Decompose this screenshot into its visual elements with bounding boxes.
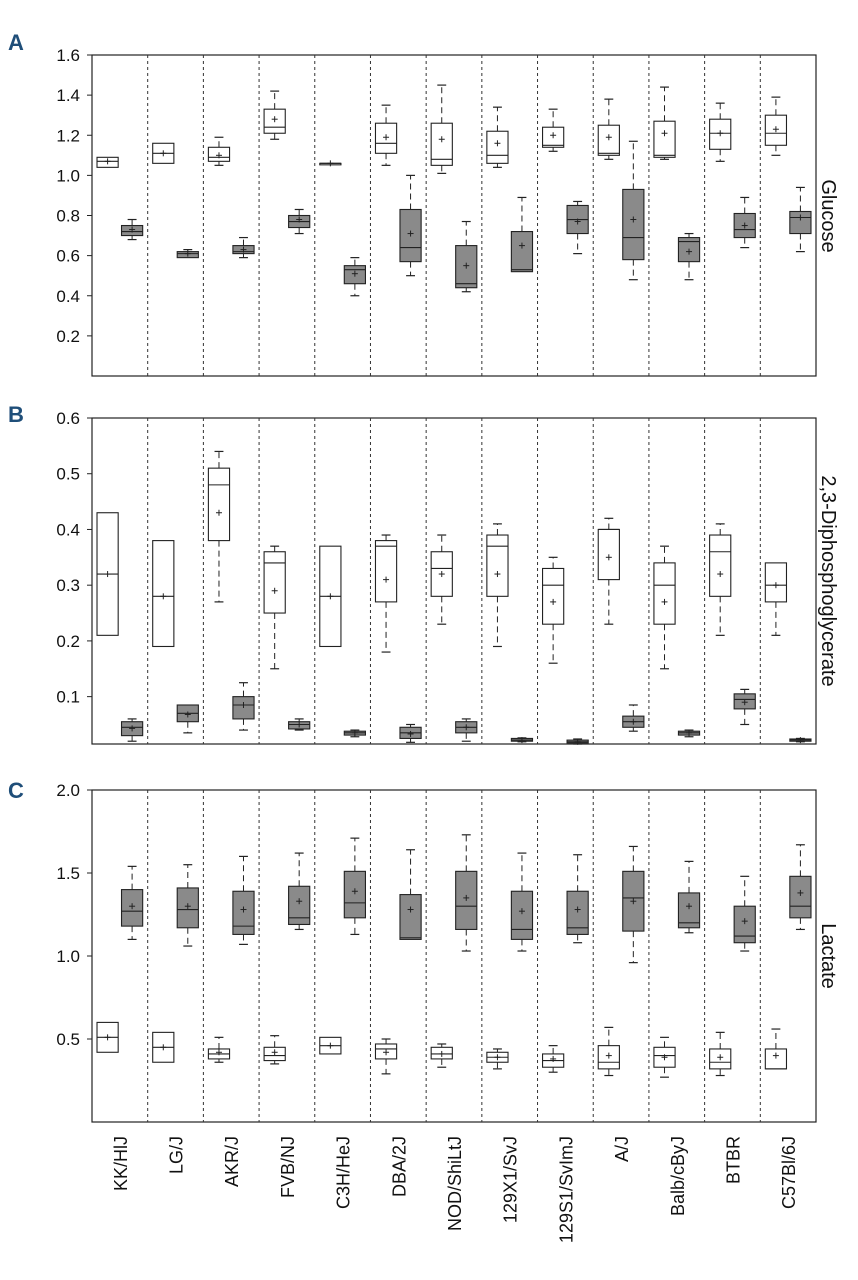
boxplot <box>320 546 341 646</box>
x-category-label: FVB/NJ <box>277 1136 298 1199</box>
x-category-label: 129X1/SvJ <box>500 1136 521 1224</box>
boxplot <box>790 187 811 251</box>
box-iqr <box>734 906 755 943</box>
y-tick-label: 0.3 <box>56 576 80 596</box>
box-iqr <box>710 535 731 596</box>
box-iqr <box>654 563 675 624</box>
y-tick-label: 0.2 <box>56 631 80 651</box>
boxplot <box>487 1049 508 1069</box>
boxplot <box>153 541 174 647</box>
box-iqr <box>208 468 229 540</box>
boxplot <box>623 705 644 731</box>
boxplots-dpg <box>97 451 811 744</box>
boxplot <box>208 137 229 165</box>
y-tick-label: 1.6 <box>56 46 80 65</box>
box-iqr <box>344 871 365 917</box>
boxplot <box>765 1029 786 1069</box>
boxplot <box>400 175 421 275</box>
y-tick-label: 0.2 <box>56 326 80 346</box>
boxplot <box>431 85 452 173</box>
y-tick-label: 0.4 <box>56 286 80 306</box>
boxplot <box>233 856 254 944</box>
boxplot <box>734 197 755 247</box>
box-iqr <box>487 131 508 163</box>
boxplot <box>375 535 396 652</box>
box-iqr <box>511 891 532 939</box>
y-tick-label: 0.4 <box>56 520 80 540</box>
y-tick-label: 1.5 <box>56 864 80 883</box>
boxplot <box>598 1027 619 1075</box>
boxplot <box>97 513 118 636</box>
boxplot <box>320 160 341 166</box>
boxplot <box>431 535 452 624</box>
boxplot <box>710 524 731 635</box>
boxplot <box>765 563 786 635</box>
boxplot <box>97 1022 118 1052</box>
y-tick-label: 2.0 <box>56 781 80 800</box>
boxplot <box>511 737 532 743</box>
y-tick-label: 1.0 <box>56 947 80 966</box>
boxplot <box>543 109 564 151</box>
boxplot <box>456 835 477 951</box>
category-separators-glucose <box>148 55 761 376</box>
panel-glucose <box>8 30 839 376</box>
boxplot <box>375 1039 396 1074</box>
boxplot <box>734 689 755 724</box>
y-axis-lactate <box>56 781 92 1049</box>
x-category-label: LG/J <box>166 1136 187 1175</box>
boxplot <box>400 850 421 940</box>
boxplot <box>97 157 118 167</box>
boxplot <box>734 876 755 951</box>
panel-lactate <box>8 778 839 1122</box>
boxplot <box>344 258 365 296</box>
boxplot <box>456 222 477 292</box>
boxplots-glucose <box>97 85 811 296</box>
box-iqr <box>375 541 396 602</box>
boxplot <box>487 107 508 167</box>
boxplot <box>790 845 811 930</box>
y-tick-label: 0.5 <box>56 1030 80 1049</box>
panel-letter-a: A <box>8 30 24 55</box>
y-axis-dpg <box>56 409 92 707</box>
plot-frame-glucose <box>92 55 816 376</box>
boxplot <box>375 105 396 165</box>
x-category-label: 129S1/SvImJ <box>556 1136 577 1244</box>
boxplot <box>344 730 365 737</box>
boxplot <box>289 719 310 730</box>
boxplot <box>511 853 532 951</box>
boxplot <box>153 143 174 163</box>
x-category-label: AKR/J <box>222 1136 243 1188</box>
boxplot <box>177 250 198 258</box>
box-iqr <box>289 886 310 924</box>
box-iqr <box>598 125 619 155</box>
y-axis-label-lactate: Lactate <box>817 923 839 989</box>
boxplot <box>344 838 365 934</box>
boxplot <box>177 705 198 733</box>
boxplot <box>208 1037 229 1062</box>
y-tick-label: 0.6 <box>56 246 80 266</box>
boxplot <box>487 524 508 647</box>
category-separators-lactate <box>148 790 761 1122</box>
y-tick-label: 1.4 <box>56 86 80 106</box>
box-iqr <box>790 876 811 918</box>
boxplot <box>400 724 421 742</box>
y-tick-label: 0.8 <box>56 206 80 226</box>
box-iqr <box>623 189 644 259</box>
boxplots-lactate <box>97 835 811 1077</box>
x-category-label: A/J <box>612 1136 633 1163</box>
boxplot <box>543 557 564 663</box>
box-iqr <box>233 891 254 934</box>
boxplot <box>122 220 143 240</box>
x-category-label: KK/HlJ <box>110 1136 131 1192</box>
boxplot <box>264 546 285 669</box>
boxplot <box>153 1032 174 1062</box>
boxplot <box>598 99 619 159</box>
box-iqr <box>543 568 564 624</box>
x-axis-category-labels <box>111 1136 799 1243</box>
y-tick-label: 0.1 <box>56 687 80 707</box>
box-iqr <box>511 232 532 272</box>
panel-letter-b: B <box>8 402 24 427</box>
plot-frame-lactate <box>92 790 816 1122</box>
boxplot <box>233 683 254 730</box>
x-category-label: BTBR <box>723 1136 744 1185</box>
boxplot <box>289 853 310 929</box>
boxplot <box>233 238 254 258</box>
boxplot <box>289 209 310 233</box>
y-tick-label: 0.6 <box>56 409 80 428</box>
boxplot <box>710 1032 731 1075</box>
boxplot <box>567 201 588 253</box>
boxplot <box>264 1036 285 1064</box>
boxplot <box>431 1044 452 1067</box>
boxplot <box>456 719 477 741</box>
y-axis-glucose <box>56 46 92 346</box>
boxplot <box>654 87 675 159</box>
boxplot <box>598 518 619 624</box>
boxplot <box>320 1037 341 1054</box>
x-category-label: DBA/2J <box>389 1136 410 1198</box>
boxplot <box>678 861 699 932</box>
boxplot <box>654 546 675 669</box>
boxplot <box>543 1046 564 1073</box>
boxplot <box>177 865 198 946</box>
plot-frame-dpg <box>92 418 816 744</box>
boxplot <box>654 1037 675 1077</box>
x-category-label: C57Bl/6J <box>779 1136 800 1210</box>
box-iqr <box>264 552 285 613</box>
boxplot <box>623 846 644 962</box>
y-tick-label: 1.2 <box>56 126 80 146</box>
boxplot <box>623 141 644 279</box>
boxplot <box>678 234 699 280</box>
panel-dpg <box>8 402 839 745</box>
boxplot <box>790 737 811 743</box>
panel-letter-c: C <box>8 778 24 803</box>
boxplot <box>765 97 786 155</box>
box-iqr <box>400 895 421 940</box>
boxplot <box>511 197 532 271</box>
box-iqr <box>487 535 508 596</box>
x-category-label: C3H/HeJ <box>333 1136 354 1210</box>
boxplot <box>567 855 588 943</box>
box-iqr <box>765 1049 786 1069</box>
boxplot <box>264 91 285 139</box>
boxplot <box>208 451 229 601</box>
x-category-label: NOD/ShiLtJ <box>445 1136 465 1232</box>
box-iqr <box>654 121 675 157</box>
y-tick-label: 0.5 <box>56 464 80 484</box>
boxplot <box>678 730 699 737</box>
boxplot <box>710 103 731 161</box>
boxplot <box>122 719 143 741</box>
y-axis-label-dpg: 2,3-Diphosphoglycerate <box>817 475 839 687</box>
boxplot <box>122 866 143 939</box>
y-tick-label: 1.0 <box>56 166 80 186</box>
x-category-label: Balb/cByJ <box>667 1136 688 1217</box>
y-axis-label-glucose: Glucose <box>817 179 839 253</box>
